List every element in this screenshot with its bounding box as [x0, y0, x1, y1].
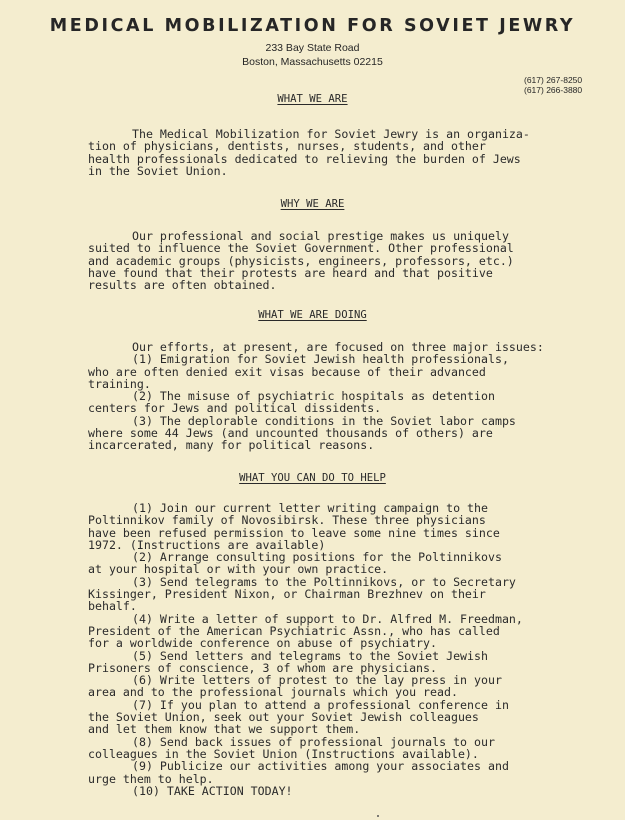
paper-speck	[377, 815, 379, 817]
letterhead-phone-1: (617) 267-8250	[524, 75, 583, 85]
letterhead-street: 233 Bay State Road	[265, 42, 360, 54]
text-line: (3) Send telegrams to the Poltinnikovs, or to Secretary	[132, 574, 516, 589]
text-line: President of the American Psychiatric Assn., who has called	[88, 623, 500, 638]
text-line: centers for Jews and political dissidents.	[88, 401, 382, 416]
text-line: Kissinger, President Nixon, or Chairman Brezhnev on their	[88, 587, 486, 602]
text-line: tion of physicians, dentists, nurses, students, and other	[88, 139, 486, 154]
text-line: behalf.	[88, 599, 137, 614]
heading-what-you-can-do: WHAT YOU CAN DO TO HELP	[239, 472, 386, 484]
text-line: and let them know that we support them.	[88, 722, 361, 737]
text-line: urge them to help.	[88, 771, 214, 786]
text-line: who are often denied exit visas because of their advanced	[88, 364, 486, 379]
text-line: (3) The deplorable conditions in the Soviet labor camps	[132, 413, 516, 428]
text-line: at your hospital or with your own practice.	[88, 562, 389, 577]
text-line: training.	[88, 376, 151, 391]
text-line: (10) TAKE ACTION TODAY!	[132, 783, 293, 798]
text-line: (1) Emigration for Soviet Jewish health professionals,	[132, 352, 509, 367]
text-line: have found that their protests are heard and that positive	[88, 265, 493, 280]
paragraph-what-you-can-do	[88, 502, 523, 797]
text-line: for a worldwide conference on abuse of psychiatry.	[88, 636, 438, 651]
text-line: Poltinnikov family of Novosibirsk. These three physicians	[88, 513, 486, 528]
text-line: suited to influence the Soviet Government. Other professional	[88, 241, 514, 256]
text-line: have been refused permission to leave some nine times since	[88, 525, 500, 540]
text-line: (6) Write letters of protest to the lay press in your	[132, 673, 502, 688]
heading-why-we-are: WHY WE ARE	[280, 198, 345, 210]
text-line: Our professional and social prestige makes us uniquely	[132, 229, 509, 243]
letterhead-title: MEDICAL MOBILIZATION FOR SOVIET JEWRY	[49, 16, 576, 36]
text-line: health professionals dedicated to relieving the burden of Jews	[88, 151, 521, 166]
paragraph-what-we-are-doing	[88, 341, 544, 452]
text-line: results are often obtained.	[88, 278, 277, 293]
text-line: and academic groups (physicists, engineers, professors, etc.)	[88, 253, 514, 268]
text-line: (1) Join our current letter writing campaign to the	[132, 501, 488, 515]
text-line: Our efforts, at present, are focused on three major issues:	[132, 340, 544, 354]
text-line: (2) The misuse of psychiatric hospitals as detention	[132, 389, 495, 404]
text-line: 1972. (Instructions are available)	[88, 537, 326, 552]
letterhead-phone-2: (617) 266-3880	[524, 85, 583, 95]
paragraph-why-we-are	[88, 230, 514, 291]
text-line: incarcerated, many for political reasons.	[88, 438, 375, 453]
heading-what-we-are-doing: WHAT WE ARE DOING	[258, 309, 367, 321]
heading-what-we-are: WHAT WE ARE	[277, 93, 348, 105]
text-line: colleagues in the Soviet Union (Instructions available).	[88, 746, 479, 761]
text-line: (2) Arrange consulting positions for the Poltinnikovs	[132, 550, 502, 565]
text-line: (9) Publicize our activities among your associates and	[132, 759, 509, 774]
text-line: in the Soviet Union.	[88, 163, 228, 178]
text-line: (4) Write a letter of support to Dr. Alfred M. Freedman,	[132, 611, 523, 626]
text-line: (8) Send back issues of professional journals to our	[132, 734, 495, 749]
letterhead-city: Boston, Massachusetts 02215	[242, 56, 383, 68]
paragraph-what-we-are	[88, 128, 530, 177]
text-line: Prisoners of conscience, 3 of whom are physicians.	[88, 660, 438, 675]
text-line: area and to the professional journals which you read.	[88, 685, 458, 700]
text-line: where some 44 Jews (and uncounted thousands of others) are	[88, 426, 493, 441]
text-line: the Soviet Union, seek out your Soviet Jewish colleagues	[88, 710, 479, 725]
text-line: (7) If you plan to attend a professional conference in	[132, 697, 509, 712]
text-line: The Medical Mobilization for Soviet Jewry is an organiza-	[132, 127, 530, 141]
text-line: (5) Send letters and telegrams to the Soviet Jewish	[132, 648, 488, 663]
